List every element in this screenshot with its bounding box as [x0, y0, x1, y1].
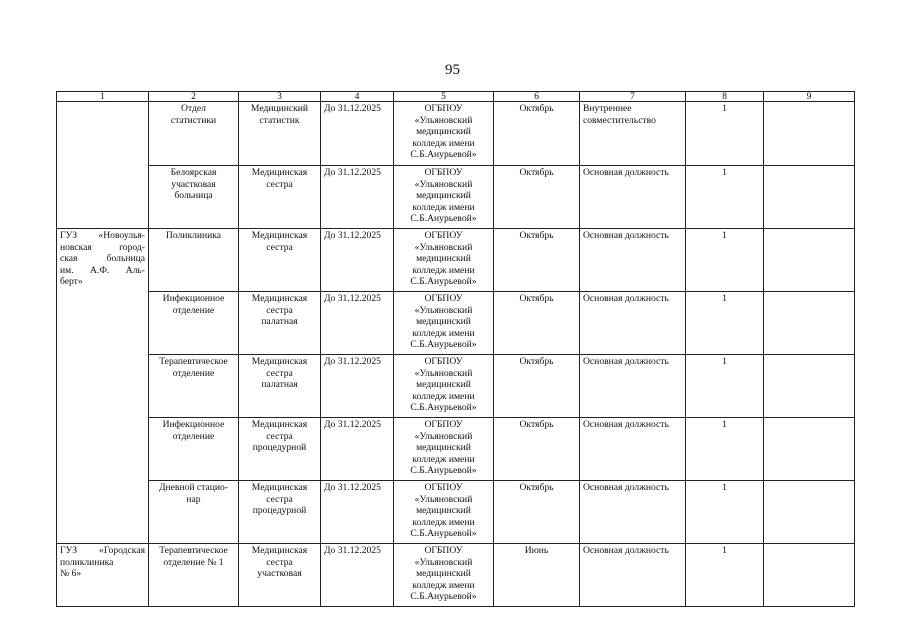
organization-line: поликлиника	[60, 556, 114, 568]
organization-line: ская больница	[60, 253, 145, 265]
employment-type-cell	[580, 544, 686, 607]
institution-cell-line: колледж имени	[412, 453, 475, 465]
employment-type-cell	[580, 102, 686, 166]
position-cell-line: Медицинская	[251, 230, 308, 241]
institution-cell-line: колледж имени	[412, 390, 475, 402]
department-cell-line: статистики	[170, 114, 217, 126]
month-cell: Октябрь	[494, 166, 580, 229]
position-cell-line: участковая	[257, 568, 302, 580]
month-cell: Октябрь	[494, 292, 580, 355]
institution-cell-line: С.Б.Анурьевой»	[410, 149, 477, 161]
institution-cell-line: ОГБПОУ	[424, 103, 463, 114]
position-cell	[239, 292, 321, 355]
employment-type-cell-line: Внутреннее	[583, 103, 632, 114]
deadline-cell: До 31.12.2025	[321, 544, 394, 607]
institution-cell-line: колледж имени	[412, 327, 475, 339]
organization-line: ГУЗ «Новоулья-	[60, 230, 145, 241]
institution-cell-line: ОГБПОУ	[424, 356, 463, 367]
position-cell	[239, 166, 321, 229]
position-cell-line: процедурной	[252, 505, 307, 517]
count-cell: 1	[686, 418, 764, 481]
count-cell: 1	[686, 102, 764, 166]
institution-cell-line: ОГБПОУ	[424, 230, 463, 241]
count-cell: 1	[686, 544, 764, 607]
employment-type-cell-line: Основная должность	[583, 293, 669, 304]
department-cell	[149, 229, 239, 292]
position-cell-line: сестра	[266, 430, 293, 442]
organization-line: берт»	[60, 276, 83, 288]
institution-cell-line: «Ульяновский	[414, 556, 473, 568]
position-cell-line: Медицинская	[251, 356, 308, 367]
month-cell: Октябрь	[494, 229, 580, 292]
column-number: 9	[764, 92, 855, 102]
column-number: 4	[321, 92, 394, 102]
institution-cell-line: С.Б.Анурьевой»	[410, 591, 477, 603]
month-cell: Октябрь	[494, 102, 580, 166]
note-cell	[764, 481, 855, 544]
month-cell: Октябрь	[494, 481, 580, 544]
note-cell	[764, 102, 855, 166]
institution-cell-line: колледж имени	[412, 579, 475, 591]
institution-cell	[394, 292, 494, 355]
column-number: 2	[149, 92, 239, 102]
position-cell-line: сестра	[266, 493, 293, 505]
table-row	[57, 355, 855, 418]
position-cell-line: сестра	[266, 304, 293, 316]
institution-cell-line: ОГБПОУ	[424, 545, 463, 556]
note-cell	[764, 418, 855, 481]
deadline-cell: До 31.12.2025	[321, 229, 394, 292]
institution-cell-line: «Ульяновский	[414, 367, 473, 379]
employment-type-cell	[580, 481, 686, 544]
position-cell	[239, 229, 321, 292]
department-cell-line: участковая	[171, 178, 216, 190]
deadline-cell: До 31.12.2025	[321, 355, 394, 418]
month-cell: Июнь	[494, 544, 580, 607]
institution-cell	[394, 481, 494, 544]
staffing-table	[56, 91, 855, 607]
institution-cell-line: колледж имени	[412, 264, 475, 276]
organization-cell	[57, 544, 149, 607]
department-cell-line: Отдел	[181, 103, 206, 114]
institution-cell-line: медицинский	[416, 379, 471, 391]
position-cell-line: Медицинский	[250, 103, 309, 114]
table-row	[57, 292, 855, 355]
institution-cell	[394, 418, 494, 481]
position-cell-line: сестра	[266, 367, 293, 379]
department-cell-line: отделение	[172, 304, 215, 316]
department-cell	[149, 418, 239, 481]
count-cell: 1	[686, 166, 764, 229]
count-cell: 1	[686, 229, 764, 292]
institution-cell-line: С.Б.Анурьевой»	[410, 213, 477, 225]
organization-line: ГУЗ «Городская	[60, 545, 145, 556]
employment-type-cell	[580, 229, 686, 292]
position-cell-line: сестра	[266, 178, 293, 190]
institution-cell	[394, 355, 494, 418]
position-cell-line: процедурной	[252, 442, 307, 454]
institution-cell-line: ОГБПОУ	[424, 293, 463, 304]
position-cell	[239, 355, 321, 418]
count-cell: 1	[686, 355, 764, 418]
organization-cell	[57, 102, 149, 229]
position-cell-line: Медицинская	[251, 293, 308, 304]
department-cell	[149, 481, 239, 544]
column-number: 6	[494, 92, 580, 102]
institution-cell-line: «Ульяновский	[414, 114, 473, 126]
institution-cell-line: ОГБПОУ	[424, 419, 463, 430]
organization-line: им. А.Ф. Аль-	[60, 264, 145, 276]
deadline-cell: До 31.12.2025	[321, 481, 394, 544]
column-number: 8	[686, 92, 764, 102]
institution-cell	[394, 544, 494, 607]
position-cell-line: Медицинская	[251, 167, 308, 178]
institution-cell-line: ОГБПОУ	[424, 482, 463, 493]
institution-cell-line: С.Б.Анурьевой»	[410, 402, 477, 414]
employment-type-cell	[580, 292, 686, 355]
institution-cell-line: медицинский	[416, 190, 471, 202]
employment-type-cell-line: Основная должность	[583, 419, 669, 430]
position-cell	[239, 481, 321, 544]
department-cell	[149, 544, 239, 607]
department-cell-line: Инфекционное	[162, 419, 225, 430]
deadline-cell: До 31.12.2025	[321, 418, 394, 481]
note-cell	[764, 355, 855, 418]
table-row	[57, 102, 855, 166]
position-cell	[239, 544, 321, 607]
table-row	[57, 544, 855, 607]
table-row	[57, 418, 855, 481]
organization-line: новская город-	[60, 241, 145, 253]
institution-cell-line: медицинский	[416, 442, 471, 454]
institution-cell-line: С.Б.Анурьевой»	[410, 465, 477, 477]
institution-cell-line: «Ульяновский	[414, 178, 473, 190]
institution-cell-line: медицинский	[416, 126, 471, 138]
institution-cell-line: ОГБПОУ	[424, 167, 463, 178]
department-cell	[149, 292, 239, 355]
institution-cell-line: «Ульяновский	[414, 304, 473, 316]
institution-cell-line: колледж имени	[412, 137, 475, 149]
deadline-cell: До 31.12.2025	[321, 102, 394, 166]
note-cell	[764, 166, 855, 229]
table-row	[57, 481, 855, 544]
month-cell: Октябрь	[494, 418, 580, 481]
department-cell-line: отделение	[172, 367, 215, 379]
institution-cell	[394, 229, 494, 292]
position-cell	[239, 418, 321, 481]
position-cell-line: палатная	[261, 316, 298, 328]
employment-type-cell-line: Основная должность	[583, 230, 669, 241]
column-number: 5	[394, 92, 494, 102]
position-cell-line: палатная	[261, 379, 298, 391]
month-cell: Октябрь	[494, 355, 580, 418]
count-cell: 1	[686, 292, 764, 355]
department-cell-line: больница	[174, 190, 213, 202]
department-cell-line: Поликлиника	[165, 230, 222, 241]
count-cell: 1	[686, 481, 764, 544]
position-cell-line: Медицинская	[251, 482, 308, 493]
department-cell-line: отделение № 1	[163, 556, 224, 568]
institution-cell-line: С.Б.Анурьевой»	[410, 276, 477, 288]
employment-type-cell-line: совместительство	[583, 114, 656, 126]
employment-type-cell	[580, 355, 686, 418]
column-number-row	[57, 92, 855, 102]
column-number: 7	[580, 92, 686, 102]
department-cell-line: Белоярская	[170, 167, 217, 178]
institution-cell-line: С.Б.Анурьевой»	[410, 528, 477, 540]
employment-type-cell-line: Основная должность	[583, 482, 669, 493]
institution-cell-line: «Ульяновский	[414, 493, 473, 505]
table-row	[57, 229, 855, 292]
organization-line: № 6»	[60, 568, 82, 580]
department-cell-line: Терапевтическое	[159, 356, 228, 367]
institution-cell-line: колледж имени	[412, 516, 475, 528]
institution-cell-line: медицинский	[416, 253, 471, 265]
note-cell	[764, 229, 855, 292]
position-cell-line: сестра	[266, 241, 293, 253]
deadline-cell: До 31.12.2025	[321, 166, 394, 229]
employment-type-cell-line: Основная должность	[583, 356, 669, 367]
organization-cell	[57, 229, 149, 544]
department-cell-line: Дневной стацио-	[158, 482, 229, 493]
institution-cell	[394, 102, 494, 166]
position-cell-line: сестра	[266, 556, 293, 568]
employment-type-cell-line: Основная должность	[583, 167, 669, 178]
institution-cell-line: «Ульяновский	[414, 241, 473, 253]
institution-cell	[394, 166, 494, 229]
deadline-cell: До 31.12.2025	[321, 292, 394, 355]
note-cell	[764, 544, 855, 607]
institution-cell-line: С.Б.Анурьевой»	[410, 339, 477, 351]
department-cell-line: отделение	[172, 430, 215, 442]
department-cell	[149, 166, 239, 229]
position-cell-line: статистик	[259, 114, 300, 126]
column-number: 1	[57, 92, 149, 102]
department-cell	[149, 102, 239, 166]
employment-type-cell	[580, 418, 686, 481]
institution-cell-line: медицинский	[416, 316, 471, 328]
institution-cell-line: колледж имени	[412, 201, 475, 213]
department-cell-line: нар	[186, 493, 201, 505]
department-cell-line: Терапевтическое	[159, 545, 228, 556]
column-number: 3	[239, 92, 321, 102]
institution-cell-line: «Ульяновский	[414, 430, 473, 442]
institution-cell-line: медицинский	[416, 568, 471, 580]
position-cell-line: Медицинская	[251, 419, 308, 430]
department-cell	[149, 355, 239, 418]
department-cell-line: Инфекционное	[162, 293, 225, 304]
position-cell	[239, 102, 321, 166]
employment-type-cell	[580, 166, 686, 229]
note-cell	[764, 292, 855, 355]
institution-cell-line: медицинский	[416, 505, 471, 517]
position-cell-line: Медицинская	[251, 545, 308, 556]
employment-type-cell-line: Основная должность	[583, 545, 669, 556]
table-row	[57, 166, 855, 229]
page-number: 95	[445, 62, 460, 78]
